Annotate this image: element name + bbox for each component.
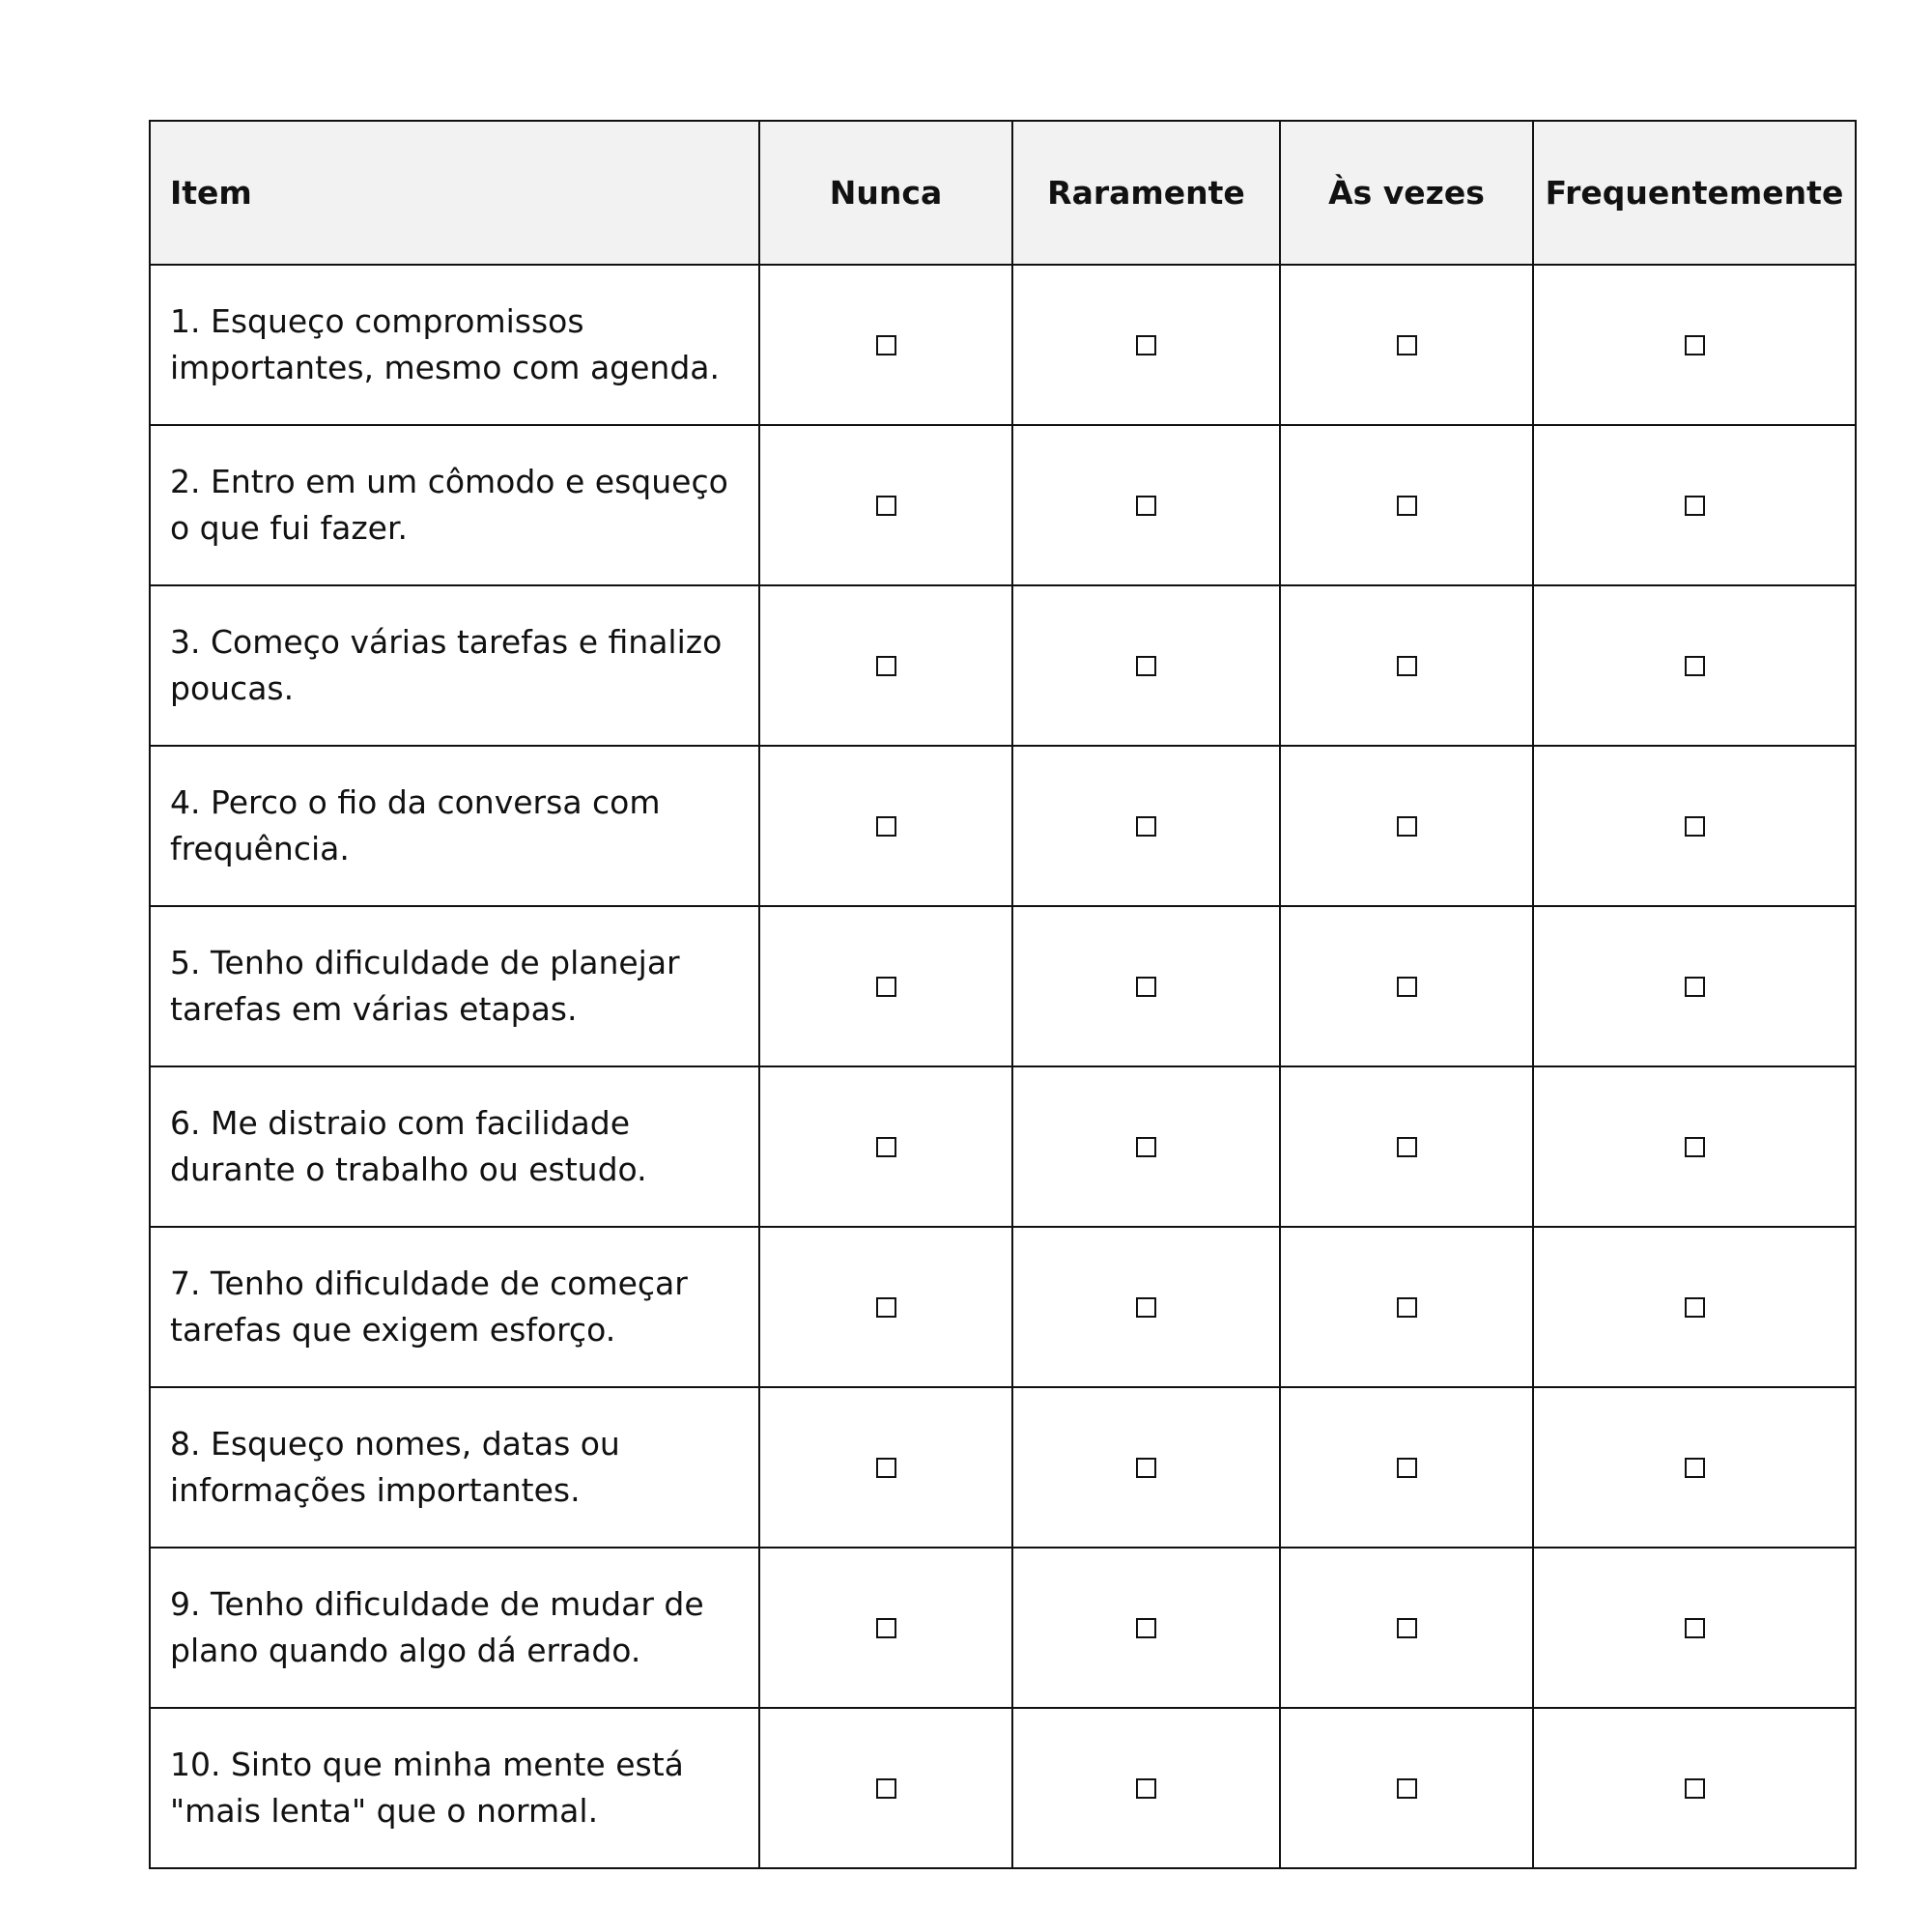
table-row [150,1548,1856,1708]
checkbox-icon[interactable] [1685,977,1705,997]
header-as-vezes: Às vezes [1280,121,1533,265]
table-row [150,425,1856,585]
option-nunca[interactable] [759,585,1012,746]
checkbox-icon[interactable] [876,656,896,676]
option-nunca[interactable] [759,1066,1012,1227]
option-as-vezes[interactable] [1280,425,1533,585]
checkbox-icon[interactable] [876,335,896,355]
checkbox-icon[interactable] [876,977,896,997]
table-row [150,1066,1856,1227]
checkbox-icon[interactable] [1136,656,1156,676]
option-frequentemente[interactable] [1533,1708,1856,1868]
checkbox-icon[interactable] [876,1458,896,1478]
checkbox-icon[interactable] [1397,816,1417,837]
table-row [150,265,1856,425]
item-text: 6. Me distraio com facilidade durante o trabalho ou estudo. [150,1066,759,1227]
option-frequentemente[interactable] [1533,425,1856,585]
checkbox-icon[interactable] [1397,1137,1417,1157]
checkbox-icon[interactable] [1397,496,1417,516]
option-raramente[interactable] [1012,265,1280,425]
option-raramente[interactable] [1012,906,1280,1066]
option-nunca[interactable] [759,1387,1012,1548]
table-row [150,1387,1856,1548]
table-row [150,585,1856,746]
checkbox-icon[interactable] [1136,1297,1156,1318]
option-as-vezes[interactable] [1280,746,1533,906]
item-text: 3. Começo várias tarefas e finalizo poucas. [150,585,759,746]
table-row [150,1227,1856,1387]
option-frequentemente[interactable] [1533,1387,1856,1548]
option-raramente[interactable] [1012,1387,1280,1548]
questionnaire-table [149,120,1857,1869]
checkbox-icon[interactable] [1397,977,1417,997]
checkbox-icon[interactable] [1685,1458,1705,1478]
checkbox-icon[interactable] [876,816,896,837]
item-text: 9. Tenho dificuldade de mudar de plano quando algo dá errado. [150,1548,759,1708]
option-raramente[interactable] [1012,1227,1280,1387]
option-as-vezes[interactable] [1280,1387,1533,1548]
checkbox-icon[interactable] [1685,1297,1705,1318]
table-row [150,906,1856,1066]
table-header [150,121,1856,265]
item-text: 7. Tenho dificuldade de começar tarefas que exigem esforço. [150,1227,759,1387]
option-raramente[interactable] [1012,1066,1280,1227]
checkbox-icon[interactable] [1136,977,1156,997]
header-item: Item [150,121,759,265]
option-raramente[interactable] [1012,425,1280,585]
checkbox-icon[interactable] [1136,1778,1156,1799]
option-as-vezes[interactable] [1280,1066,1533,1227]
header-raramente: Raramente [1012,121,1280,265]
item-text: 10. Sinto que minha mente está "mais lenta" que o normal. [150,1708,759,1868]
option-nunca[interactable] [759,906,1012,1066]
item-text: 2. Entro em um cômodo e esqueço o que fui fazer. [150,425,759,585]
table-row [150,746,1856,906]
item-text: 1. Esqueço compromissos importantes, mesmo com agenda. [150,265,759,425]
option-frequentemente[interactable] [1533,1227,1856,1387]
option-frequentemente[interactable] [1533,746,1856,906]
option-frequentemente[interactable] [1533,585,1856,746]
checkbox-icon[interactable] [1397,335,1417,355]
option-as-vezes[interactable] [1280,906,1533,1066]
item-text: 8. Esqueço nomes, datas ou informações importantes. [150,1387,759,1548]
option-nunca[interactable] [759,746,1012,906]
option-as-vezes[interactable] [1280,1548,1533,1708]
table-body [150,265,1856,1868]
checkbox-icon[interactable] [1136,1458,1156,1478]
option-frequentemente[interactable] [1533,1548,1856,1708]
option-frequentemente[interactable] [1533,906,1856,1066]
option-nunca[interactable] [759,425,1012,585]
header-row [150,121,1856,265]
checkbox-icon[interactable] [1136,1618,1156,1638]
checkbox-icon[interactable] [1397,1458,1417,1478]
checkbox-icon[interactable] [1685,1137,1705,1157]
option-nunca[interactable] [759,1708,1012,1868]
checkbox-icon[interactable] [876,1618,896,1638]
checkbox-icon[interactable] [1685,335,1705,355]
option-nunca[interactable] [759,1227,1012,1387]
checkbox-icon[interactable] [1136,816,1156,837]
table-row [150,1708,1856,1868]
checkbox-icon[interactable] [876,496,896,516]
checkbox-icon[interactable] [1685,816,1705,837]
checkbox-icon[interactable] [1136,335,1156,355]
checkbox-icon[interactable] [1397,1297,1417,1318]
header-nunca: Nunca [759,121,1012,265]
option-nunca[interactable] [759,1548,1012,1708]
option-as-vezes[interactable] [1280,1227,1533,1387]
checkbox-icon[interactable] [1136,1137,1156,1157]
option-nunca[interactable] [759,265,1012,425]
option-as-vezes[interactable] [1280,585,1533,746]
checkbox-icon[interactable] [1136,496,1156,516]
checkbox-icon[interactable] [1397,1618,1417,1638]
option-raramente[interactable] [1012,746,1280,906]
checkbox-icon[interactable] [1685,656,1705,676]
checkbox-icon[interactable] [1397,656,1417,676]
checkbox-icon[interactable] [1397,1778,1417,1799]
option-as-vezes[interactable] [1280,1708,1533,1868]
checkbox-icon[interactable] [1685,1618,1705,1638]
checkbox-icon[interactable] [1685,1778,1705,1799]
item-text: 5. Tenho dificuldade de planejar tarefas em várias etapas. [150,906,759,1066]
option-frequentemente[interactable] [1533,265,1856,425]
checkbox-icon[interactable] [876,1778,896,1799]
item-text: 4. Perco o fio da conversa com frequência. [150,746,759,906]
checkbox-icon[interactable] [1685,496,1705,516]
option-raramente[interactable] [1012,585,1280,746]
checkbox-icon[interactable] [876,1297,896,1318]
option-as-vezes[interactable] [1280,265,1533,425]
checkbox-icon[interactable] [876,1137,896,1157]
option-raramente[interactable] [1012,1548,1280,1708]
option-raramente[interactable] [1012,1708,1280,1868]
option-frequentemente[interactable] [1533,1066,1856,1227]
header-frequentemente: Frequentemente [1533,121,1856,265]
